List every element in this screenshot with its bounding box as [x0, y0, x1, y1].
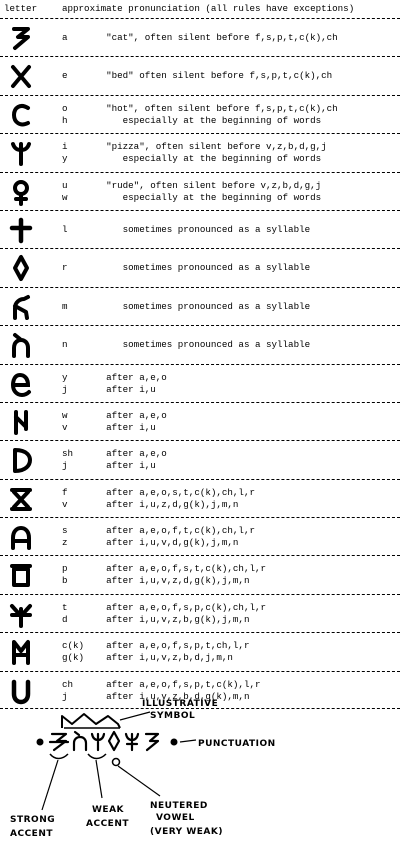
pronunciation-line: ch after a,e,o,f,s,p,t,c(k),l,r: [62, 678, 261, 690]
pronunciation-line: j after i,u: [62, 460, 156, 472]
glyph-p-b-icon: [6, 560, 36, 590]
pronunciation-line: n sometimes pronounced as a syllable: [62, 339, 311, 351]
glyph-i-y-icon: [6, 138, 36, 168]
pronunciation-line: w especially at the beginning of words: [62, 191, 322, 203]
pronunciation-line: v after i,u: [62, 421, 156, 433]
pronunciation-line: e "bed" often silent before f,s,p,t,c(k),ch: [62, 70, 333, 82]
glyph-l-icon: [6, 215, 36, 245]
weak-accent-bracket: [88, 754, 106, 759]
punctuation-pointer: [180, 740, 196, 742]
alphabet-table: [0, 18, 400, 709]
pronunciation-line: h especially at the beginning of words: [62, 114, 322, 126]
pronunciation-line: z after i,u,v,d,g(k),j,m,n: [62, 537, 239, 549]
neutered-vowel-label-3: (VERY WEAK): [150, 827, 223, 837]
weak-accent-label: WEAK: [92, 805, 125, 815]
glyph-f-v-icon: [6, 484, 36, 514]
neutered-vowel-label-2: VOWEL: [156, 813, 195, 823]
table-row: [0, 632, 400, 670]
pronunciation-line: a "cat", often silent before f,s,p,t,c(k),ch: [62, 32, 338, 43]
pronunciation-line: y after a,e,o: [62, 371, 167, 383]
pronunciation-line: y especially at the beginning of words: [62, 153, 322, 165]
weak-accent-label-2: ACCENT: [86, 819, 129, 829]
word-structure-diagram: [0, 690, 400, 852]
neutered-vowel-mark: [113, 759, 120, 766]
table-row: [0, 56, 400, 94]
letter-column-header: letter: [4, 3, 38, 14]
pronunciation-line: sh after a,e,o: [62, 448, 167, 460]
glyph-sh-j-icon: [6, 445, 36, 475]
left-punctuation-dot: [37, 739, 44, 746]
right-punctuation-dot: [171, 739, 178, 746]
pronunciation-line: g(k) after i,u,v,z,b,d,j,m,n: [62, 652, 233, 664]
table-row: [0, 95, 400, 133]
pronunciation-line: m sometimes pronounced as a syllable: [62, 300, 311, 312]
sample-word: [50, 732, 158, 750]
table-header: [0, 0, 400, 18]
pronunciation-line: f after a,e,o,s,t,c(k),ch,l,r: [62, 486, 255, 498]
illustrative-symbol-label: ILLUSTRATIVE: [142, 699, 219, 709]
pronunciation-line: t after a,e,o,f,s,p,c(k),ch,l,r: [62, 601, 266, 613]
pronunciation-line: r sometimes pronounced as a syllable: [62, 262, 311, 274]
glyph-e-icon: [6, 61, 36, 91]
glyph-a-icon: [6, 23, 36, 53]
table-row: [0, 287, 400, 325]
neutered-vowel-pointer: [118, 766, 160, 796]
glyph-ck-gk-icon: [6, 637, 36, 667]
glyph-o-h-icon: [6, 100, 36, 130]
table-row: [0, 133, 400, 171]
illustrative-symbol-label-2: SYMBOL: [150, 711, 196, 721]
table-row: [0, 210, 400, 248]
table-row: [0, 555, 400, 593]
glyph-m-icon: [6, 292, 36, 322]
table-row: [0, 18, 400, 56]
table-row: [0, 594, 400, 632]
table-row: [0, 325, 400, 363]
pronunciation-line: j after i,u: [62, 383, 156, 395]
pronunciation-line: w after a,e,o: [62, 409, 167, 421]
table-row: [0, 517, 400, 555]
glyph-w-v-icon: [6, 407, 36, 437]
diagram-illustration: [0, 690, 400, 852]
symbol-pointer: [120, 712, 150, 720]
pronunciation-line: c(k) after a,e,o,f,s,p,t,ch,l,r: [62, 640, 250, 652]
pronunciation-line: u "rude", often silent before v,z,b,d,g,j: [62, 179, 322, 191]
table-row: [0, 248, 400, 286]
strong-accent-label: STRONG: [10, 815, 56, 825]
table-row: [0, 172, 400, 210]
glyph-u-w-icon: [6, 177, 36, 207]
pronunciation-line: b after i,u,v,z,d,g(k),j,m,n: [62, 575, 250, 587]
glyph-r-icon: [6, 253, 36, 283]
glyph-y-j-icon: [6, 369, 36, 399]
pronunciation-line: o "hot", often silent before f,s,p,t,c(k),ch: [62, 102, 338, 114]
glyph-s-z-icon: [6, 522, 36, 552]
pronunciation-line: v after i,u,z,d,g(k),j,m,n: [62, 498, 239, 510]
pronunciation-line: j after i,u,v,z,b,d,g(k),m,n: [62, 690, 250, 702]
pronunciation-line: l sometimes pronounced as a syllable: [62, 223, 311, 235]
table-row: [0, 479, 400, 517]
crown-icon: [62, 714, 120, 728]
weak-accent-pointer: [96, 760, 102, 798]
glyph-t-d-icon: [6, 599, 36, 629]
pronunciation-line: i "pizza", often silent before v,z,b,d,g,j: [62, 141, 327, 153]
pronunciation-line: s after a,e,o,f,t,c(k),ch,l,r: [62, 525, 255, 537]
punctuation-label: PUNCTUATION: [198, 739, 276, 749]
neutered-vowel-label: NEUTERED: [150, 801, 208, 811]
strong-accent-label-2: ACCENT: [10, 829, 53, 839]
strong-accent-bracket: [50, 754, 68, 759]
strong-accent-pointer: [42, 760, 58, 810]
table-row: [0, 402, 400, 440]
pronunciation-column-header: approximate pronunciation (all rules have exceptions): [62, 3, 355, 14]
table-row: [0, 364, 400, 402]
table-row: [0, 440, 400, 478]
glyph-n-icon: [6, 330, 36, 360]
pronunciation-line: p after a,e,o,f,s,t,c(k),ch,l,r: [62, 563, 266, 575]
pronunciation-line: d after i,u,v,z,b,g(k),j,m,n: [62, 613, 250, 625]
